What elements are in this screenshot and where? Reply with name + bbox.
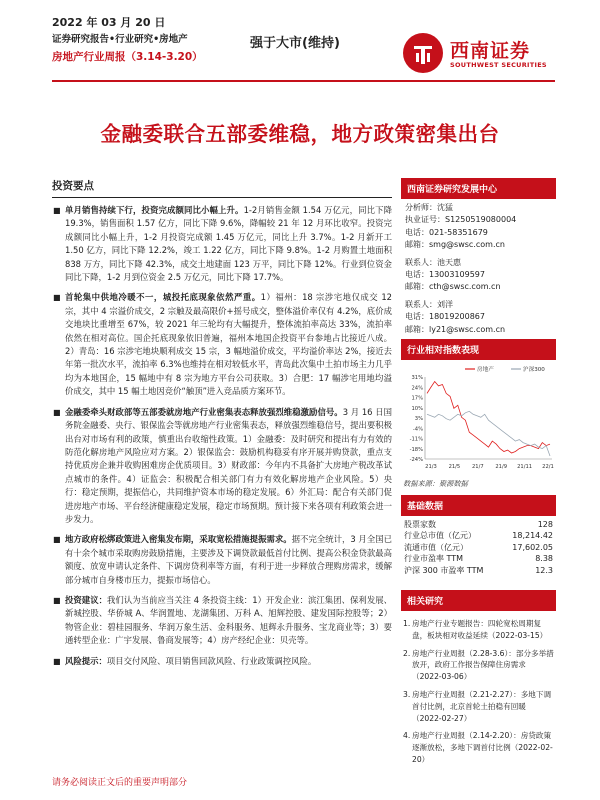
bullet-icon: ■ xyxy=(53,206,61,215)
related-report-number: 3. xyxy=(403,690,411,700)
basic-data-table xyxy=(401,516,556,580)
chart-series-line xyxy=(427,411,550,456)
basic-data-row xyxy=(401,553,556,564)
industry-rating: 强于大市(维持) xyxy=(250,36,340,51)
analyst-license: 执业证号：S1250519080004 xyxy=(405,215,517,225)
chart-y-tick-label: -18% xyxy=(409,446,423,453)
research-team-title: 西南证券研究发展中心 xyxy=(401,178,556,199)
summary-item xyxy=(52,533,392,587)
chart-x-tick-label: 21/5 xyxy=(448,464,461,471)
basic-data-value: 12.3 xyxy=(535,565,553,575)
related-report-number: 1. xyxy=(403,619,411,629)
contact-name: 联系人：池天惠 xyxy=(405,257,461,267)
summary-item-lead: 首轮集中供地冷暖不一，城投托底现象依然严重。 xyxy=(65,292,261,303)
header-divider xyxy=(52,80,555,82)
basic-data-label: 沪深 300 市盈率 TTM xyxy=(404,565,484,575)
chart-title: 行业相对指数表现 xyxy=(401,339,556,360)
basic-data-value: 18,214.42 xyxy=(512,531,553,541)
chart-y-tick-label: 10% xyxy=(411,405,423,412)
contact-email[interactable]: 邮箱：cth@swsc.com.cn xyxy=(405,282,501,292)
summary-item-text: 项目交付风险、项目销售回款风险、行业政策调控风险。 xyxy=(106,655,317,666)
summary-heading: 投资要点 xyxy=(52,178,392,198)
related-report-text[interactable]: 房地产行业周报（2.21-2.27）：多地下调首付比例，北京首轮土拍稳有回暖（2022-02-27） xyxy=(412,690,552,723)
contact-phone: 电话：18019200867 xyxy=(405,312,485,322)
basic-data-label: 流通市值（亿元） xyxy=(404,542,468,552)
sidebar xyxy=(401,178,556,774)
related-research-title: 相关研究 xyxy=(401,590,556,611)
summary-item-lead: 风险提示： xyxy=(65,655,107,666)
chart-series-line xyxy=(427,382,550,454)
basic-data-row xyxy=(401,565,556,576)
page-title: 金融委联合五部委维稳，地方政策密集出台 xyxy=(100,122,500,146)
chart-y-tick-label: -4% xyxy=(412,426,423,433)
basic-data-label: 行业市盈率 TTM xyxy=(404,554,464,564)
chart-legend-label: 房地产 xyxy=(477,367,494,374)
basic-data-value: 8.38 xyxy=(535,554,553,564)
chart-y-tick-label: -11% xyxy=(409,436,423,443)
related-report-number: 4. xyxy=(403,731,411,741)
relative-index-chart xyxy=(401,360,556,477)
related-report-text[interactable]: 房地产行业专题报告：四轮宽松周期复盘，板块相对收益延续（2022-03-15） xyxy=(412,619,548,640)
related-report[interactable] xyxy=(403,648,554,683)
contact-phone: 电话：13003109597 xyxy=(405,270,485,280)
basic-data-label: 行业总市值（亿元） xyxy=(404,531,476,541)
basic-data-value: 128 xyxy=(537,520,553,530)
related-report[interactable] xyxy=(403,689,554,724)
company-logo xyxy=(403,33,553,77)
basic-data-row xyxy=(401,530,556,541)
analyst-contacts xyxy=(401,199,556,339)
analyst-phone: 电话：021-58351679 xyxy=(405,227,488,237)
chart-x-tick-label: 21/9 xyxy=(495,464,508,471)
disclaimer-footer: 请务必阅读正文后的重要声明部分 xyxy=(52,778,188,788)
logo-text: 西南证券 xyxy=(450,40,531,62)
chart-svg xyxy=(401,363,556,473)
chart-y-tick-label: 24% xyxy=(411,385,423,392)
chart-legend-label: 沪深300 xyxy=(523,367,545,374)
summary-item-lead: 投资建议： xyxy=(65,594,108,605)
summary-item-lead: 地方政府松绑政策进入密集发布期，采取宽松措施提振需求。 xyxy=(65,534,292,545)
basic-data-value: 17,602.05 xyxy=(512,542,553,552)
summary-item xyxy=(52,406,392,527)
chart-x-tick-label: 21/11 xyxy=(517,464,533,471)
summary-item xyxy=(52,291,392,398)
analyst-email[interactable]: 邮箱：smg@swsc.com.cn xyxy=(405,240,505,250)
chart-y-tick-label: 17% xyxy=(411,395,423,402)
bullet-icon: ■ xyxy=(53,407,61,417)
related-report[interactable] xyxy=(403,730,554,765)
contact-email[interactable]: 邮箱：ly21@swsc.com.cn xyxy=(405,324,506,334)
summary-item xyxy=(52,594,392,648)
related-report-text[interactable]: 房地产行业周报（2.14-2.20）：房贷政策逐渐放松，多地下调首付比例（2022-02-20） xyxy=(412,731,553,765)
summary-item-lead: 金融委牵头财政部等五部委就房地产行业密集表态释放强烈维稳激励信号。 xyxy=(65,406,343,417)
analyst-name: 分析师：沈猛 xyxy=(405,203,453,212)
basic-data-row xyxy=(401,519,556,530)
summary-item-text: 3 月 16 日国务院金融委、央行、银保监会等就房地产行业密集表态，释放强烈维稳信号，提出要积极出台对市场有利的政策，慎重出台收缩性政策。1）金融委：及时研究和提出有力有效的防范化解房地产风险应对方案。2）银保监会：鼓励机构稳妥有序开展并购贷款，重点支持优质房企兼并收购困难房企优质项目。3）财政部：今年内不具备扩大房地产税改革试点城市的条件。4）证监会：积极配合相关部门有力有效化解房地产企业风险。5）央行：稳定预期，提振信心，共同维护资本市场的稳定发展。6）外汇局：配合有关部门促进房地产市场、平台经济健康稳定发展，稳定市场预期。预计接下来各项有利政策会进一步发力。 xyxy=(65,406,392,524)
related-research-list xyxy=(401,611,556,774)
chart-x-tick-label: 21/7 xyxy=(471,464,484,471)
summary-item-text: 1）福州：18 宗涉宅地仅成交 12 宗，其中 4 宗溢价成交，2 宗触及最高限价+摇号成交，整体溢价率仅有 4.2%，底价成交地块比重增至 67%，较 2021 年三轮均有大幅提升，整体流拍率高达 33%，流拍率依然在相对高位。国企托底现象依旧普遍，福州本地国企投资平台参地占比接近八成。2）青岛：16 宗涉宅地块顺利成交 15 宗，3 幅地溢价成交，平均溢价率达 2%，接近去年第一批次水平，流拍率 6.3%也维持在相对较低水平，青岛此次集中土拍市场主力几乎均为本地国企，15 幅地中有 8 宗为地方平台公司获取。3）合肥：17 幅涉宅用地均溢价成交，其中 15 幅土地因竞价“触顶”进入竞品质方案环节。 xyxy=(65,292,393,397)
basic-data-row xyxy=(401,542,556,553)
related-report-number: 2. xyxy=(403,648,411,658)
chart-x-tick-label: 22/1 xyxy=(542,464,554,471)
summary-item xyxy=(52,204,392,284)
report-series: 房地产行业周报（3.14-3.20） xyxy=(52,51,203,63)
bullet-icon: ■ xyxy=(53,656,61,666)
summary-item-text: 我们认为当前应当关注 4 条投资主线：1）开发企业：滨江集团、保利发展、新城控股、华侨城 A、华润置地、龙湖集团、万科 A、旭辉控股、建发国际控股等；2）物管企业：碧桂园服务、华润万象生活、金科服务、旭辉永升服务、宝龙商业等；3）要通转型企业：广宇发展、鲁商发展等；4）房产经纪企业：贝壳等。 xyxy=(65,594,393,646)
bullet-icon: ■ xyxy=(53,535,61,545)
summary-item xyxy=(52,655,392,668)
investment-summary xyxy=(52,178,392,675)
bullet-icon: ■ xyxy=(53,293,61,303)
basic-data-title: 基础数据 xyxy=(401,495,556,516)
bullet-icon: ■ xyxy=(53,595,61,605)
logo-english: SOUTHWEST SECURITIES xyxy=(450,61,547,69)
report-date: 2022 年 03 月 20 日 xyxy=(52,16,166,29)
chart-y-tick-label: -24% xyxy=(409,457,423,464)
basic-data-label: 股票家数 xyxy=(404,520,436,530)
chart-y-tick-label: 31% xyxy=(411,375,423,382)
contact-name: 联系人：刘洋 xyxy=(405,299,453,309)
summary-item-text: 1-2月销售金额 1.54 万亿元，同比下降 19.3%，销售面积 1.57 亿方，同比下降 9.6%，降幅较 21 年 12 月环比收窄。投资完成额同比小幅上升，1-2 月投资完成额 1.45 万亿元，同比上升 3.7%。1-2 月新开工 1.50 亿方，同比下降 12.2%，竣工 1.22 亿方，同比下降 9.8%。1-2 月购置土地面积 838 万方，同比下降 42.3%，成交土地建面 123 万平，同比下降 12%。行业到位资金同比下降，1-2 月到位资金 2.5 万亿元，同比下降 17.7%。 xyxy=(65,205,393,283)
chart-y-tick-label: 3% xyxy=(414,416,423,423)
related-report[interactable] xyxy=(403,618,554,642)
report-type: 证券研究报告•行业研究•房地产 xyxy=(52,34,188,45)
logo-emblem-icon xyxy=(403,33,443,73)
chart-source: 数据来源：聚源数据 xyxy=(403,479,468,489)
chart-x-tick-label: 21/3 xyxy=(425,464,437,471)
related-report-text[interactable]: 房地产行业周报（2.28-3.6）：部分多举措放开，政府工作报告保障住房需求（2022-03-06） xyxy=(412,648,554,682)
summary-item-lead: 单月销售持续下行，投资完成额同比小幅上升。 xyxy=(65,205,244,215)
summary-item-text: 据不完全统计，3 月全国已有十余个城市采取购房鼓励措施，主要涉及下调贷款最低首付比例、提高公积金贷款最高额度、放宽申请认定条件、下调房贷利率等方面，有利于进一步释放合理购房需求，缓解部分城市自身楼市压力，提振市场信心。 xyxy=(65,534,392,585)
